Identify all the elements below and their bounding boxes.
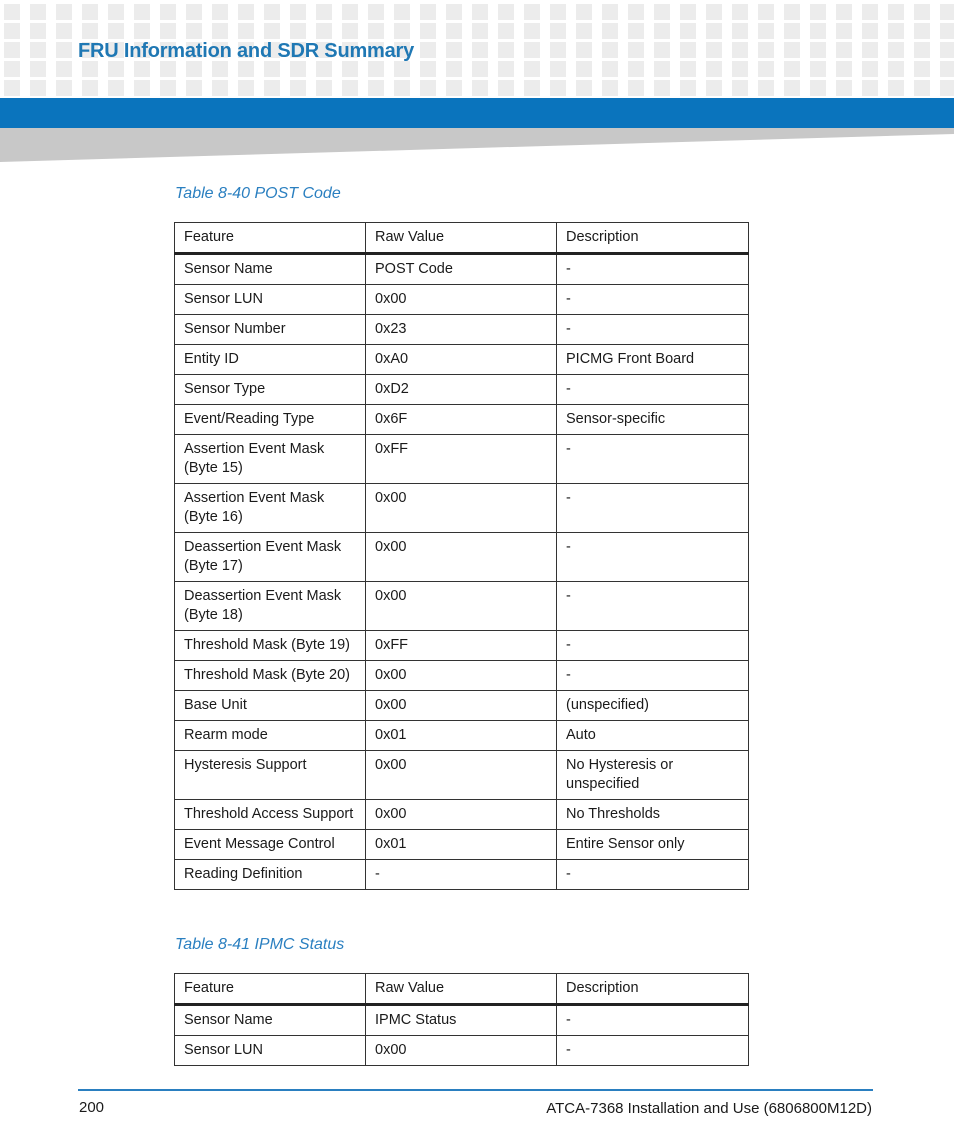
header-pattern-square xyxy=(30,23,46,39)
cell-feature: Event Message Control xyxy=(175,829,366,859)
cell-description: - xyxy=(557,660,749,690)
header-pattern-square xyxy=(56,80,72,96)
header-pattern-square xyxy=(420,4,436,20)
header-pattern-square xyxy=(134,61,150,77)
header-pattern-square xyxy=(368,4,384,20)
header-pattern-square xyxy=(940,80,954,96)
table-row xyxy=(175,344,749,374)
cell-description: No Hysteresis or unspecified xyxy=(557,750,749,799)
table-row xyxy=(175,660,749,690)
header-pattern-square xyxy=(836,61,852,77)
header-pattern-square xyxy=(264,23,280,39)
header-pattern-square xyxy=(758,23,774,39)
table-row xyxy=(175,1004,749,1035)
header-pattern-square xyxy=(810,23,826,39)
header-pattern-square xyxy=(498,23,514,39)
cell-raw-value: - xyxy=(366,859,557,889)
header-pattern-square xyxy=(914,4,930,20)
header-pattern-square xyxy=(888,61,904,77)
table-row xyxy=(175,404,749,434)
header-pattern-square xyxy=(290,61,306,77)
footer-divider xyxy=(78,1089,873,1091)
cell-raw-value: 0xFF xyxy=(366,630,557,660)
header-pattern-square xyxy=(602,42,618,58)
header-pattern-square xyxy=(836,80,852,96)
header-pattern-square xyxy=(836,4,852,20)
header-pattern-square xyxy=(186,4,202,20)
swoosh-shape xyxy=(0,128,954,162)
header-pattern-square xyxy=(56,4,72,20)
header-pattern-square xyxy=(212,4,228,20)
header-pattern-square xyxy=(524,61,540,77)
header-pattern-square xyxy=(732,4,748,20)
cell-feature: Deassertion Event Mask (Byte 17) xyxy=(175,532,366,581)
header-pattern-square xyxy=(82,61,98,77)
page-number: 200 xyxy=(79,1099,105,1116)
header-pattern-square xyxy=(368,80,384,96)
cell-feature: Threshold Mask (Byte 19) xyxy=(175,630,366,660)
header-pattern-square xyxy=(940,42,954,58)
header-pattern-square xyxy=(862,80,878,96)
header-pattern-square xyxy=(940,61,954,77)
cell-raw-value: 0x00 xyxy=(366,483,557,532)
header-pattern-square xyxy=(602,80,618,96)
table-row xyxy=(175,434,749,483)
header-pattern-square xyxy=(706,4,722,20)
table-row xyxy=(175,314,749,344)
header-pattern-square xyxy=(784,4,800,20)
header-pattern-square xyxy=(446,61,462,77)
header-pattern-square xyxy=(30,61,46,77)
header-pattern-square xyxy=(212,80,228,96)
cell-feature: Threshold Access Support xyxy=(175,799,366,829)
column-header-description: Description xyxy=(557,974,749,1005)
table-header-row xyxy=(175,223,749,254)
cell-description: - xyxy=(557,253,749,284)
header-pattern-square xyxy=(940,23,954,39)
header-pattern-square xyxy=(394,23,410,39)
cell-raw-value: 0x00 xyxy=(366,690,557,720)
header-pattern-square xyxy=(914,42,930,58)
header-pattern-square xyxy=(732,23,748,39)
header-pattern-square xyxy=(784,42,800,58)
header-pattern-square xyxy=(420,42,436,58)
header-pattern-square xyxy=(394,4,410,20)
cell-description: - xyxy=(557,434,749,483)
cell-description: - xyxy=(557,374,749,404)
cell-raw-value: IPMC Status xyxy=(366,1004,557,1035)
cell-raw-value: 0x00 xyxy=(366,660,557,690)
header-pattern-square xyxy=(472,61,488,77)
cell-feature: Sensor Type xyxy=(175,374,366,404)
header-pattern-square xyxy=(82,4,98,20)
header-pattern-square xyxy=(186,80,202,96)
cell-description: - xyxy=(557,1035,749,1065)
table-row xyxy=(175,1035,749,1065)
header-pattern-square xyxy=(940,4,954,20)
header-pattern-square xyxy=(550,61,566,77)
header-pattern-square xyxy=(888,42,904,58)
header-pattern-square xyxy=(498,80,514,96)
header-pattern-square xyxy=(342,23,358,39)
header-pattern-square xyxy=(550,42,566,58)
header-pattern-square xyxy=(472,23,488,39)
header-pattern-square xyxy=(732,61,748,77)
header-pattern-square xyxy=(888,80,904,96)
header-pattern-square xyxy=(420,23,436,39)
header-pattern-square xyxy=(108,23,124,39)
table-ipmc-status xyxy=(174,973,749,1066)
header-pattern-square xyxy=(446,80,462,96)
column-header-raw-value: Raw Value xyxy=(366,223,557,254)
cell-feature: Entity ID xyxy=(175,344,366,374)
header-pattern-square xyxy=(316,80,332,96)
header-pattern-square xyxy=(368,23,384,39)
cell-description: (unspecified) xyxy=(557,690,749,720)
header-blue-band xyxy=(0,98,954,128)
header-pattern-square xyxy=(160,23,176,39)
table-row xyxy=(175,483,749,532)
header-pattern-square xyxy=(680,61,696,77)
header-pattern-square xyxy=(264,4,280,20)
header-pattern-square xyxy=(862,4,878,20)
header-pattern-square xyxy=(550,80,566,96)
header-pattern-square xyxy=(628,4,644,20)
header-pattern-square xyxy=(810,61,826,77)
header-pattern-square xyxy=(914,80,930,96)
header-pattern-square xyxy=(134,4,150,20)
cell-description: No Thresholds xyxy=(557,799,749,829)
header-pattern-square xyxy=(914,23,930,39)
header-pattern-square xyxy=(550,4,566,20)
header-pattern-square xyxy=(628,80,644,96)
header-pattern-square xyxy=(446,42,462,58)
header-pattern-square xyxy=(472,4,488,20)
cell-raw-value: 0x00 xyxy=(366,750,557,799)
header-pattern-square xyxy=(238,23,254,39)
cell-raw-value: 0x00 xyxy=(366,799,557,829)
header-pattern-square xyxy=(680,80,696,96)
header-pattern-square xyxy=(862,42,878,58)
header-pattern-square xyxy=(888,23,904,39)
table-caption-post-code: Table 8-40 POST Code xyxy=(175,185,341,202)
header-pattern-square xyxy=(524,23,540,39)
cell-description: - xyxy=(557,483,749,532)
table-row xyxy=(175,859,749,889)
header-pattern-square xyxy=(446,23,462,39)
header-pattern-square xyxy=(498,61,514,77)
column-header-feature: Feature xyxy=(175,223,366,254)
table-header-row xyxy=(175,974,749,1005)
header-pattern-square xyxy=(238,80,254,96)
header-pattern-square xyxy=(134,80,150,96)
header-pattern-square xyxy=(836,23,852,39)
header-pattern-square xyxy=(446,4,462,20)
header-pattern-square xyxy=(602,4,618,20)
header-pattern-square xyxy=(732,80,748,96)
header-pattern-square xyxy=(472,80,488,96)
header-pattern-square xyxy=(576,80,592,96)
header-pattern-square xyxy=(810,4,826,20)
table-row xyxy=(175,720,749,750)
header-pattern-square xyxy=(576,42,592,58)
header-pattern-square xyxy=(394,80,410,96)
header-pattern-square xyxy=(498,42,514,58)
header-pattern-square xyxy=(238,4,254,20)
header-pattern-square xyxy=(108,61,124,77)
header-pattern-square xyxy=(212,61,228,77)
header-pattern-square xyxy=(420,80,436,96)
header-pattern-square xyxy=(82,80,98,96)
header-pattern-square xyxy=(108,80,124,96)
header-pattern-square xyxy=(862,61,878,77)
cell-raw-value: 0xFF xyxy=(366,434,557,483)
cell-raw-value: 0x00 xyxy=(366,284,557,314)
cell-feature: Sensor Name xyxy=(175,1004,366,1035)
table-row xyxy=(175,253,749,284)
header-pattern-square xyxy=(420,61,436,77)
table-row xyxy=(175,581,749,630)
header-pattern-square xyxy=(758,80,774,96)
header-pattern-square xyxy=(602,61,618,77)
header-pattern-square xyxy=(342,80,358,96)
header-pattern-square xyxy=(4,42,20,58)
cell-description: Auto xyxy=(557,720,749,750)
header-pattern-square xyxy=(264,61,280,77)
header-pattern-square xyxy=(654,4,670,20)
cell-raw-value: POST Code xyxy=(366,253,557,284)
header-pattern-square xyxy=(654,80,670,96)
header-pattern-square xyxy=(524,4,540,20)
header-pattern-square xyxy=(524,42,540,58)
cell-raw-value: 0x01 xyxy=(366,720,557,750)
header-pattern-square xyxy=(186,61,202,77)
header-pattern-square xyxy=(680,4,696,20)
cell-raw-value: 0xA0 xyxy=(366,344,557,374)
header-pattern-square xyxy=(576,23,592,39)
table-row xyxy=(175,829,749,859)
cell-description: - xyxy=(557,532,749,581)
header-pattern-square xyxy=(784,23,800,39)
table-row xyxy=(175,374,749,404)
cell-raw-value: 0x00 xyxy=(366,532,557,581)
cell-feature: Assertion Event Mask (Byte 16) xyxy=(175,483,366,532)
header-pattern-square xyxy=(316,61,332,77)
cell-raw-value: 0xD2 xyxy=(366,374,557,404)
header-pattern-square xyxy=(576,61,592,77)
header-pattern-square xyxy=(784,80,800,96)
cell-feature: Hysteresis Support xyxy=(175,750,366,799)
cell-raw-value: 0x00 xyxy=(366,581,557,630)
cell-description: PICMG Front Board xyxy=(557,344,749,374)
header-pattern-square xyxy=(4,4,20,20)
header-pattern-square xyxy=(56,61,72,77)
header-pattern-square xyxy=(290,4,306,20)
table-row xyxy=(175,630,749,660)
header-pattern-square xyxy=(706,42,722,58)
cell-raw-value: 0x00 xyxy=(366,1035,557,1065)
cell-feature: Assertion Event Mask (Byte 15) xyxy=(175,434,366,483)
header-pattern-square xyxy=(524,80,540,96)
header-pattern-square xyxy=(472,42,488,58)
cell-raw-value: 0x01 xyxy=(366,829,557,859)
header-pattern-square xyxy=(784,61,800,77)
header-pattern-square xyxy=(134,23,150,39)
cell-raw-value: 0x6F xyxy=(366,404,557,434)
cell-feature: Sensor LUN xyxy=(175,284,366,314)
cell-description: - xyxy=(557,284,749,314)
cell-description: - xyxy=(557,1004,749,1035)
header-pattern-square xyxy=(602,23,618,39)
header-pattern-square xyxy=(836,42,852,58)
header-pattern-square xyxy=(160,80,176,96)
header-pattern-square xyxy=(758,61,774,77)
header-gray-swoosh xyxy=(0,128,954,164)
header-pattern-square xyxy=(160,61,176,77)
cell-description: Sensor-specific xyxy=(557,404,749,434)
table-row xyxy=(175,690,749,720)
header-pattern-square xyxy=(56,42,72,58)
header-pattern-square xyxy=(654,61,670,77)
header-pattern-square xyxy=(498,4,514,20)
cell-feature: Sensor Number xyxy=(175,314,366,344)
header-pattern-square xyxy=(160,4,176,20)
cell-feature: Event/Reading Type xyxy=(175,404,366,434)
header-pattern-square xyxy=(368,61,384,77)
cell-raw-value: 0x23 xyxy=(366,314,557,344)
header-pattern-square xyxy=(238,61,254,77)
table-row xyxy=(175,532,749,581)
header-pattern-square xyxy=(342,4,358,20)
header-pattern-square xyxy=(290,23,306,39)
header-pattern-square xyxy=(862,23,878,39)
column-header-feature: Feature xyxy=(175,974,366,1005)
header-pattern-square xyxy=(888,4,904,20)
cell-description: - xyxy=(557,581,749,630)
header-pattern-square xyxy=(680,23,696,39)
document-reference: ATCA-7368 Installation and Use (6806800M12D) xyxy=(546,1100,872,1117)
column-header-description: Description xyxy=(557,223,749,254)
header-pattern-square xyxy=(186,23,202,39)
header-pattern-square xyxy=(316,23,332,39)
table-row xyxy=(175,799,749,829)
header-pattern-square xyxy=(654,42,670,58)
header-pattern-square xyxy=(706,61,722,77)
header-pattern-square xyxy=(394,61,410,77)
header-pattern-square xyxy=(810,80,826,96)
header-pattern-square xyxy=(30,42,46,58)
cell-feature: Threshold Mask (Byte 20) xyxy=(175,660,366,690)
header-pattern-square xyxy=(342,61,358,77)
cell-description: Entire Sensor only xyxy=(557,829,749,859)
cell-feature: Sensor LUN xyxy=(175,1035,366,1065)
cell-feature: Sensor Name xyxy=(175,253,366,284)
table-row xyxy=(175,284,749,314)
header-pattern-square xyxy=(706,80,722,96)
header-pattern-square xyxy=(108,4,124,20)
header-pattern-square xyxy=(4,61,20,77)
header-pattern-square xyxy=(758,42,774,58)
header-pattern-square xyxy=(628,23,644,39)
header-pattern-square xyxy=(4,23,20,39)
page-title: FRU Information and SDR Summary xyxy=(78,40,415,62)
table-post-code xyxy=(174,222,749,890)
cell-description: - xyxy=(557,859,749,889)
header-pattern-square xyxy=(680,42,696,58)
cell-feature: Rearm mode xyxy=(175,720,366,750)
header-pattern-square xyxy=(628,61,644,77)
header-pattern-square xyxy=(290,80,306,96)
header-pattern-square xyxy=(550,23,566,39)
cell-feature: Base Unit xyxy=(175,690,366,720)
header-pattern-square xyxy=(30,80,46,96)
column-header-raw-value: Raw Value xyxy=(366,974,557,1005)
header-pattern-square xyxy=(212,23,228,39)
header-pattern-square xyxy=(4,80,20,96)
header-pattern-square xyxy=(732,42,748,58)
cell-feature: Deassertion Event Mask (Byte 18) xyxy=(175,581,366,630)
header-pattern-square xyxy=(914,61,930,77)
header-pattern-square xyxy=(706,23,722,39)
header-pattern-square xyxy=(758,4,774,20)
header-pattern-square xyxy=(82,23,98,39)
table-row xyxy=(175,750,749,799)
header-pattern-square xyxy=(654,23,670,39)
header-pattern-square xyxy=(30,4,46,20)
cell-feature: Reading Definition xyxy=(175,859,366,889)
header-pattern-square xyxy=(264,80,280,96)
header-pattern-square xyxy=(316,4,332,20)
header-pattern-square xyxy=(56,23,72,39)
header-pattern-square xyxy=(628,42,644,58)
header-pattern-square xyxy=(810,42,826,58)
header-pattern-square xyxy=(576,4,592,20)
cell-description: - xyxy=(557,630,749,660)
cell-description: - xyxy=(557,314,749,344)
table-caption-ipmc-status: Table 8-41 IPMC Status xyxy=(175,936,345,953)
